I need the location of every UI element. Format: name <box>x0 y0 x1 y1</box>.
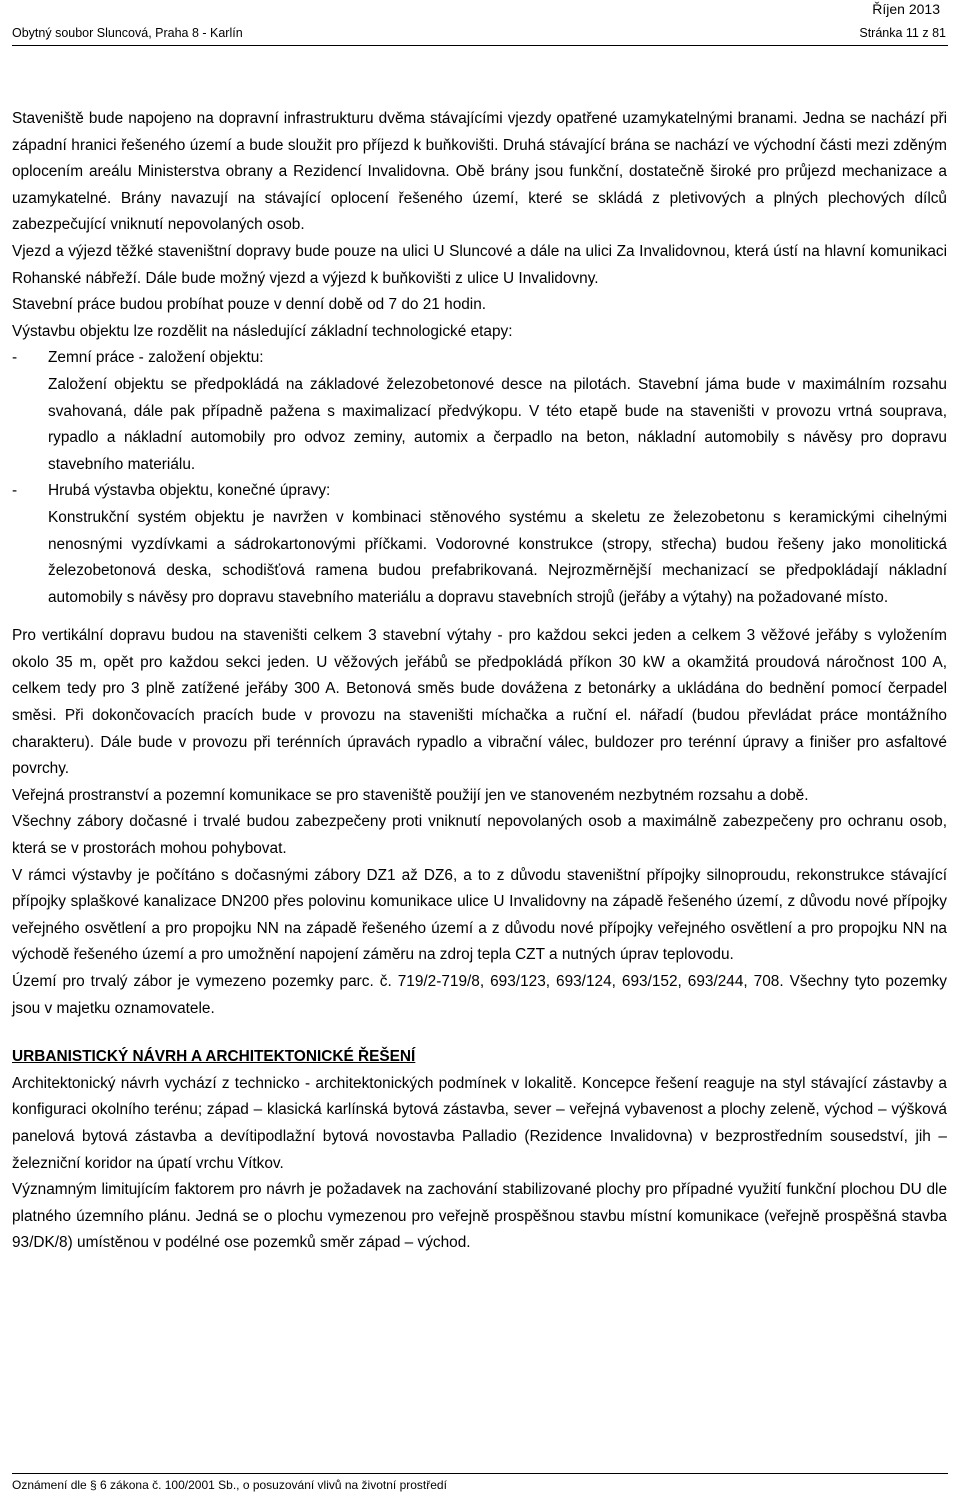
paragraph-architectural-design: Architektonický návrh vychází z technicko - architektonických podmínek v lokalitě. Koncepce řešení reaguje na styl stávající zástavby a konfiguraci okolního terénu; západ – klasická karlínská bytová zástavba, sever – veřejná vybavenost a plochy zeleně, východ – výšková panelová bytová zástavba a devítipodlažní bytová novostavba Palladio (Rezidence Invalidovna) v bezprostředním sousedství, jih – železniční koridor na úpatí vrchu Vítkov. <box>12 1074 947 1172</box>
stage-dash: - <box>12 482 18 500</box>
paragraph-public-spaces: Veřejná prostranství a pozemní komunikace se pro staveniště použijí jen ve stanoveném nezbytném rozsahu a době. <box>12 786 809 804</box>
stage-title: Zemní práce - založení objektu: <box>48 349 264 367</box>
page-footer <box>12 1473 948 1493</box>
paragraph-limiting-factor: Významným limitujícím faktorem pro návrh je požadavek na zachování stabilizované plochy pro případné využití funkční plochou DU dle platného územního plánu. Jedná se o plochu vymezenou pro veřejně prospěšnou stavbu místní komunikace (veřejně prospěšná stavba 93/DK/8) umístěnou v podélné ose pozemků směr západ – východ. <box>12 1181 947 1252</box>
stage-title: Hrubá výstavba objektu, konečné úpravy: <box>48 482 331 500</box>
footer-text: Oznámení dle § 6 zákona č. 100/2001 Sb., o posuzování vlivů na životní prostředí <box>12 1478 447 1492</box>
stage-dash: - <box>12 349 18 367</box>
stage-title-row <box>12 478 947 505</box>
stage-list <box>12 345 947 611</box>
document-body <box>12 106 947 1257</box>
paragraph-vertical-transport: Pro vertikální dopravu budou na staveništi celkem 3 stavební výtahy - pro každou sekci jeden a celkem 3 věžové jeřáby s vyložením okolo 35 m, opět pro každou sekci jeden. U věžových jeřábů se předpokládá příkon 30 kW a okamžitá proudová náročnost 100 A, celkem tedy pro 3 plně zatížené jeřáby 300 A. Betonová směs bude dovážena z betonárky a ukládána do bednění pomocí čerpadel směsi. Při dokončovacích pracích bude v provozu na staveništi míchačka a ruční el. nářadí (budou převládat práce montážního charakteru). Dále bude v provozu při terénních úpravách rypadlo a vibrační válec, buldozer pro terénní úpravy a finišer pro asfaltové povrchy. <box>12 627 947 778</box>
stage-title-row <box>12 345 947 372</box>
stage-text: Založení objektu se předpokládá na základové železobetonové desce na pilotách. Stavební jáma bude v maximálním rozsahu svahovaná, dále pak případně pažena s maximalizací předvýkopu. V této etapě bude na staveništi v provozu vrtná souprava, rypadlo a nákladní automobily pro odvoz zeminy, automix a čerpadlo na beton, nákladní automobily s návěsy pro dopravu stavebního materiálu. <box>48 375 947 473</box>
paragraph-temporary-occupation: V rámci výstavby je počítáno s dočasnými zábory DZ1 až DZ6, a to z důvodu staveništní přípojky silnoproudu, rekonstrukce stávající přípojky splaškové kanalizace DN200 přes polovinu komunikace ulice U Invalidovny na západě řešeného území, z důvodu nové přípojky veřejného osvětlení a pro propojku NN na západě řešeného území a z důvodu nové přípojky veřejného osvětlení a pro propojku NN na východě řešeného území a pro umožnění napojení záměru na zdroj tepla CZT a nutných úprav teplovodu. <box>12 866 947 964</box>
header-project-title: Obytný soubor Sluncová, Praha 8 - Karlín <box>12 26 243 40</box>
paragraph-stages-intro: Výstavbu objektu lze rozdělit na následující základní technologické etapy: <box>12 322 513 340</box>
stage-text: Konstrukční systém objektu je navržen v kombinaci stěnového systému a skeletu ze železobetonu s keramickými cihelnými nenosnými vyzdívkami a sádrokartonovými příčkami. Vodorovné konstrukce (stropy, střecha) budou řešeny jako monolitická železobetonová deska, schodišťová ramena budou prefabrikovaná. Nejrozměrnější mechanizací se předpokládají nákladní automobily s návěsy pro dopravu stavebního materiálu a dopravu stavebních strojů (jeřáby a výtahy) na požadované místo. <box>48 508 947 606</box>
paragraph-permanent-occupation: Území pro trvalý zábor je vymezeno pozemky parc. č. 719/2-719/8, 693/123, 693/124, 693/152, 693/244, 708. Všechny tyto pozemky jsou v majetku oznamovatele. <box>12 973 947 1017</box>
section-heading: URBANISTICKÝ NÁVRH A ARCHITEKTONICKÉ ŘEŠENÍ <box>12 1048 416 1066</box>
header-page-number: Stránka 11 z 81 <box>859 26 946 40</box>
stage-item <box>12 478 947 611</box>
header-date: Říjen 2013 <box>872 1 940 17</box>
paragraph-working-hours: Stavební práce budou probíhat pouze v denní době od 7 do 21 hodin. <box>12 296 487 314</box>
stage-item <box>12 345 947 478</box>
paragraph-protection: Všechny zábory dočasné i trvalé budou zabezpečeny proti vniknutí nepovolaných osob a maximálně zabezpečeny pro ochranu osob, která se v prostorách mohou pohybovat. <box>12 813 947 858</box>
paragraph-heavy-traffic: Vjezd a výjezd těžké staveništní dopravy bude pouze na ulici U Sluncové a dále na ulici Za Invalidovnou, která ústí na hlavní komunikaci Rohanské nábřeží. Dále bude možný vjezd a výjezd k buňkovišti z ulice U Invalidovny. <box>12 242 947 287</box>
page-header <box>12 24 948 46</box>
paragraph-site-access: Staveniště bude napojeno na dopravní infrastrukturu dvěma stávajícími vjezdy opatřené uzamykatelnými branami. Jedna se nachází při západní hranici řešeného území a bude sloužit pro příjezd k buňkovišti. Druhá stávající brána se nachází ve východní části mezi zděným oplocením areálu Ministerstva obrany a Rezidencí Invalidovna. Obě brány jsou funkční, dostatečně široké pro průjezd mechanizace a uzamykatelné. Brány navazují na stávající oplocení řešeného území, které se skládá z pletivových a plných plechových dílců zabezpečující vniknutí nepovolaných osob. <box>12 110 947 234</box>
